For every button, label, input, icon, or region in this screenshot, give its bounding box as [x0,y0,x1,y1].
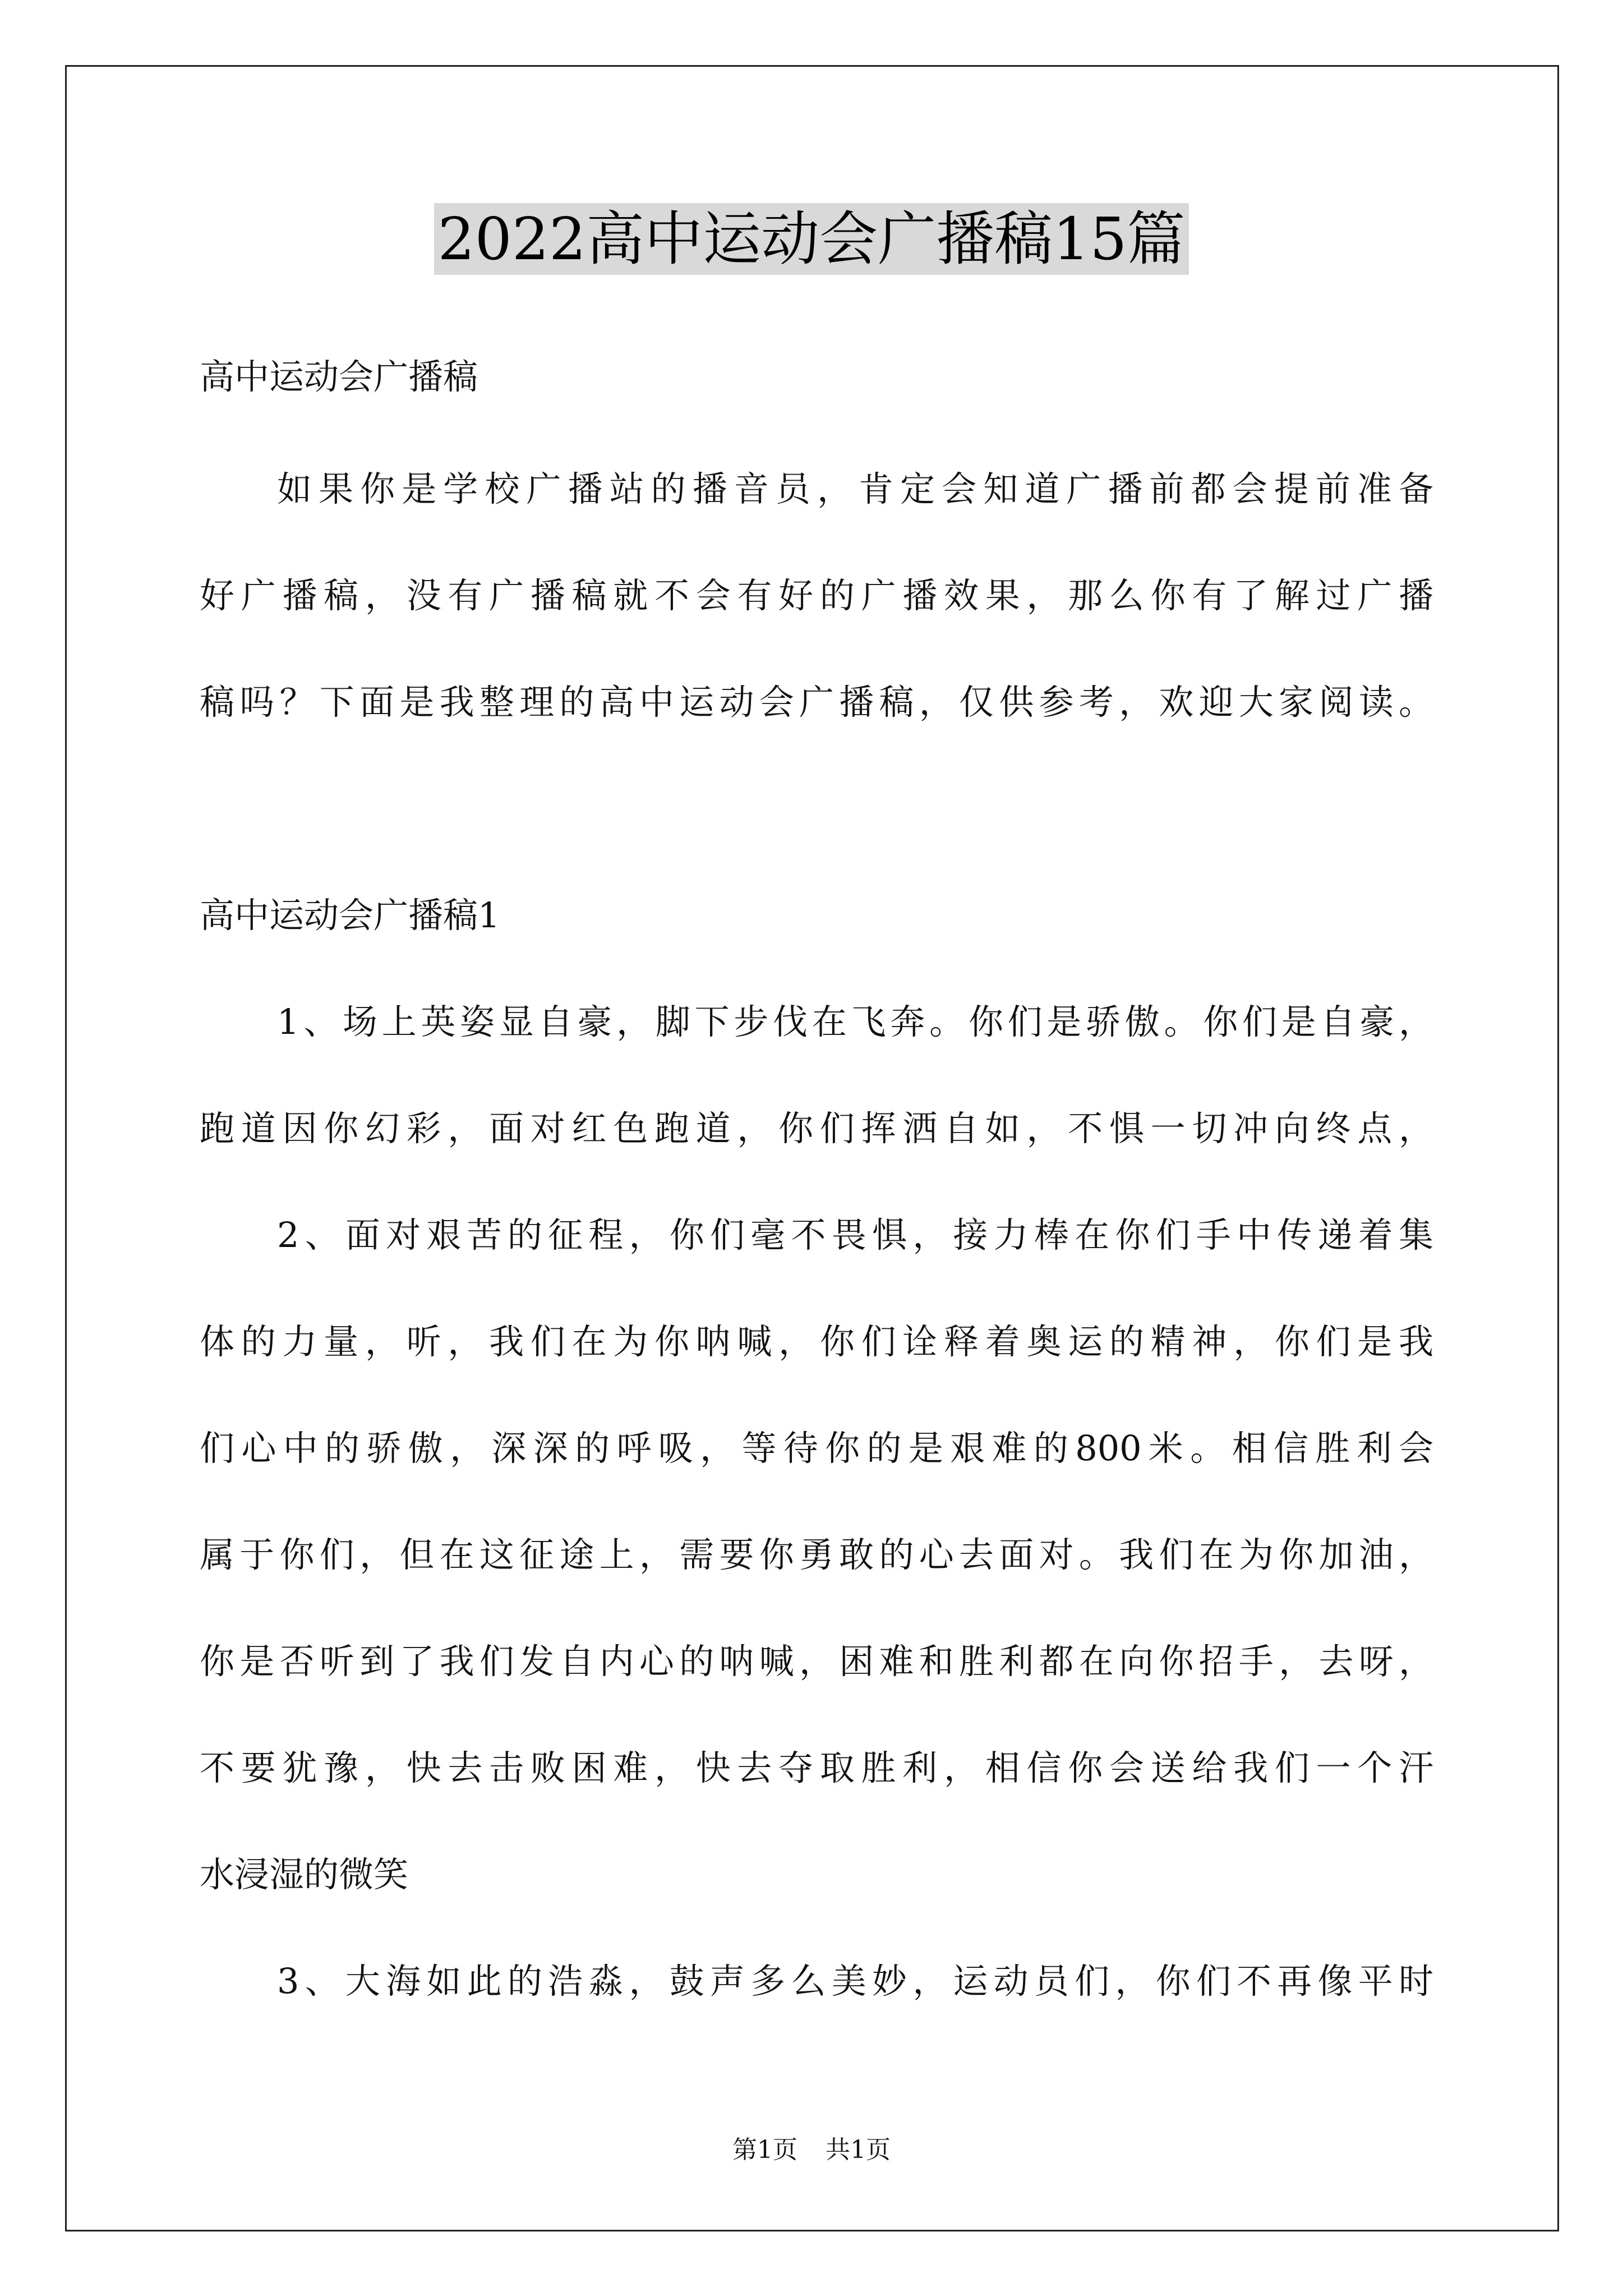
paragraph-line: 不要犹豫，快去击败困难，快去夺取胜利，相信你会送给我们一个汗 [200,1747,1433,1788]
paragraph-line: 稿吗？下面是我整理的高中运动会广播稿，仅供参考，欢迎大家阅读。 [200,682,1433,723]
document-title: 2022高中运动会广播稿15篇 [434,203,1188,275]
paragraph-line: 体的力量，听，我们在为你呐喊，你们诠释着奥运的精神，你们是我 [200,1321,1433,1362]
paragraph-line: 属于你们，但在这征途上，需要你勇敢的心去面对。我们在为你加油， [200,1534,1433,1575]
page-footer [0,2134,1623,2166]
paragraph-line: 水浸湿的微笑 [200,1854,409,1895]
paragraph-line: 如果你是学校广播站的播音员，肯定会知道广播前都会提前准备 [277,468,1433,509]
paragraph-line: 3、大海如此的浩淼，鼓声多么美妙，运动员们，你们不再像平时 [277,1961,1433,2001]
paragraph-line: 1、场上英姿显自豪，脚下步伐在飞奔。你们是骄傲。你们是自豪， [277,1001,1433,1042]
title-container [0,203,1623,275]
section-heading: 高中运动会广播稿 [200,356,478,397]
page-number: 第1页 [732,2136,797,2164]
paragraph-line: 你是否听到了我们发自内心的呐喊，困难和胜利都在向你招手，去呀， [200,1641,1433,1682]
page-total: 共1页 [826,2136,891,2164]
paragraph-line: 跑道因你幻彩，面对红色跑道，你们挥洒自如，不惧一切冲向终点， [200,1108,1433,1149]
paragraph-line: 2、面对艰苦的征程，你们毫不畏惧，接力棒在你们手中传递着集 [277,1214,1433,1255]
paragraph-line: 们心中的骄傲，深深的呼吸，等待你的是艰难的800米。相信胜利会 [200,1428,1433,1469]
paragraph-line: 好广播稿，没有广播稿就不会有好的广播效果，那么你有了解过广播 [200,575,1433,616]
section-heading: 高中运动会广播稿1 [200,895,500,936]
